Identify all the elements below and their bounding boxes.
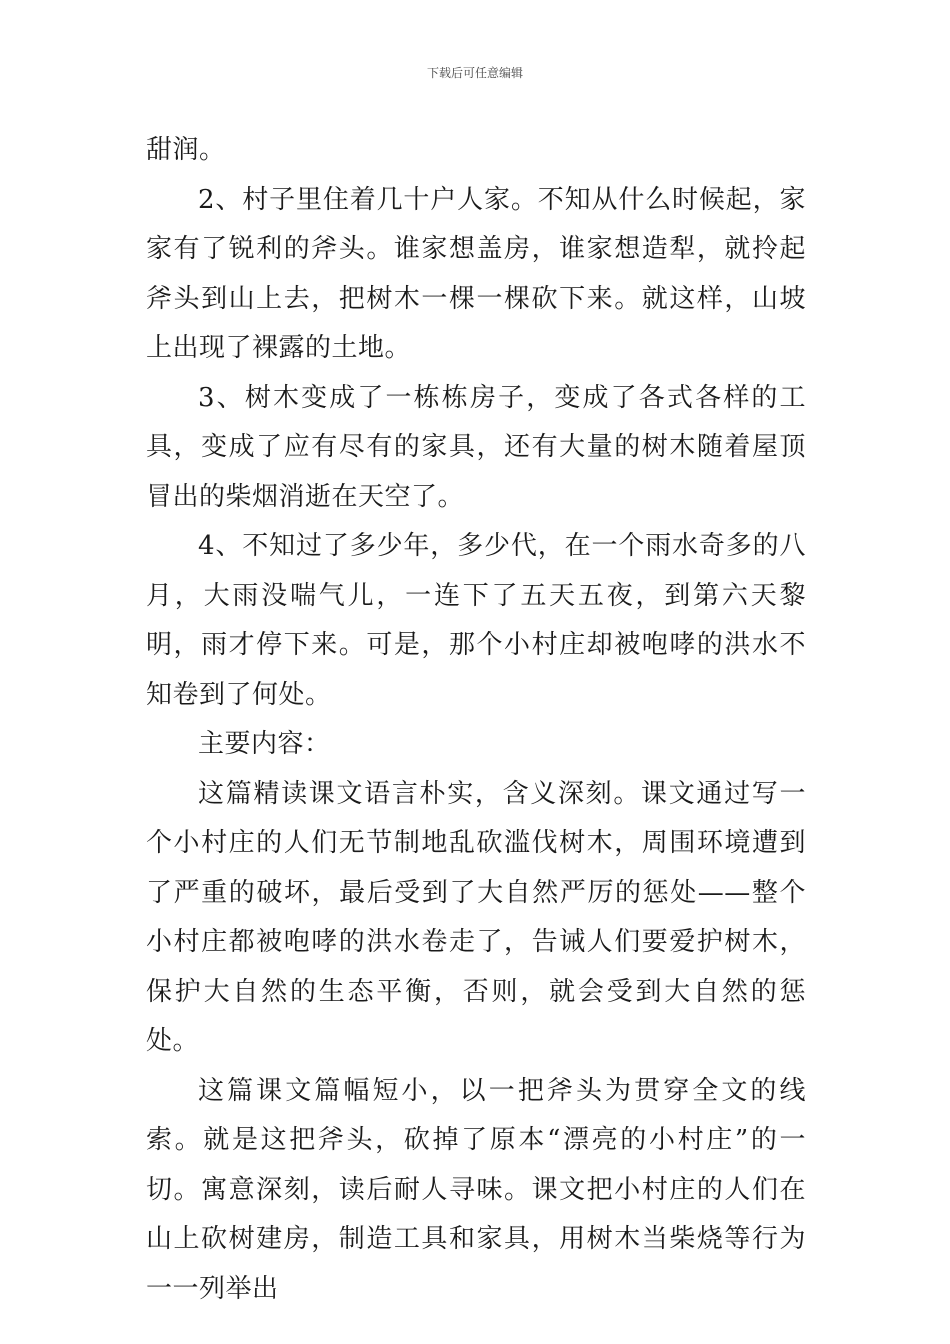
document-body xyxy=(146,126,806,1314)
page-header: 下载后可任意编辑 xyxy=(426,66,523,80)
paragraph-summary: 这篇精读课文语言朴实，含义深刻。课文通过写一个小村庄的人们无节制地乱砍滥伐树木，周围环境遭到了严重的破坏，最后受到了大自然严厉的惩处——整个小村庄都被咆哮的洪水卷走了，告诫人们要爱护树木，保护大自然的生态平衡，否则，就会受到大自然的惩处。 xyxy=(146,778,806,1056)
section-heading-main-content: 主要内容： xyxy=(198,729,331,759)
paragraph-continuation: 甜润。 xyxy=(146,135,226,165)
paragraph-4: 4、不知过了多少年，多少代，在一个雨水奇多的八月，大雨没喘气儿，一连下了五天五夜，到第六天黎明，雨才停下来。可是，那个小村庄却被咆哮的洪水不知卷到了何处。 xyxy=(146,531,806,710)
paragraph-3: 3、树木变成了一栋栋房子，变成了各式各样的工具，变成了应有尽有的家具，还有大量的树木随着屋顶冒出的柴烟消逝在天空了。 xyxy=(146,382,806,512)
paragraph-2: 2、村子里住着几十户人家。不知从什么时候起，家家有了锐利的斧头。谁家想盖房，谁家想造犁，就拎起斧头到山上去，把树木一棵一棵砍下来。就这样，山坡上出现了裸露的土地。 xyxy=(146,184,806,363)
paragraph-analysis: 这篇课文篇幅短小，以一把斧头为贯穿全文的线索。就是这把斧头，砍掉了原本“漂亮的小村庄”的一切。寓意深刻，读后耐人寻味。课文把小村庄的人们在山上砍树建房，制造工具和家具，用树木当柴烧等行为一一列举出 xyxy=(146,1075,806,1304)
